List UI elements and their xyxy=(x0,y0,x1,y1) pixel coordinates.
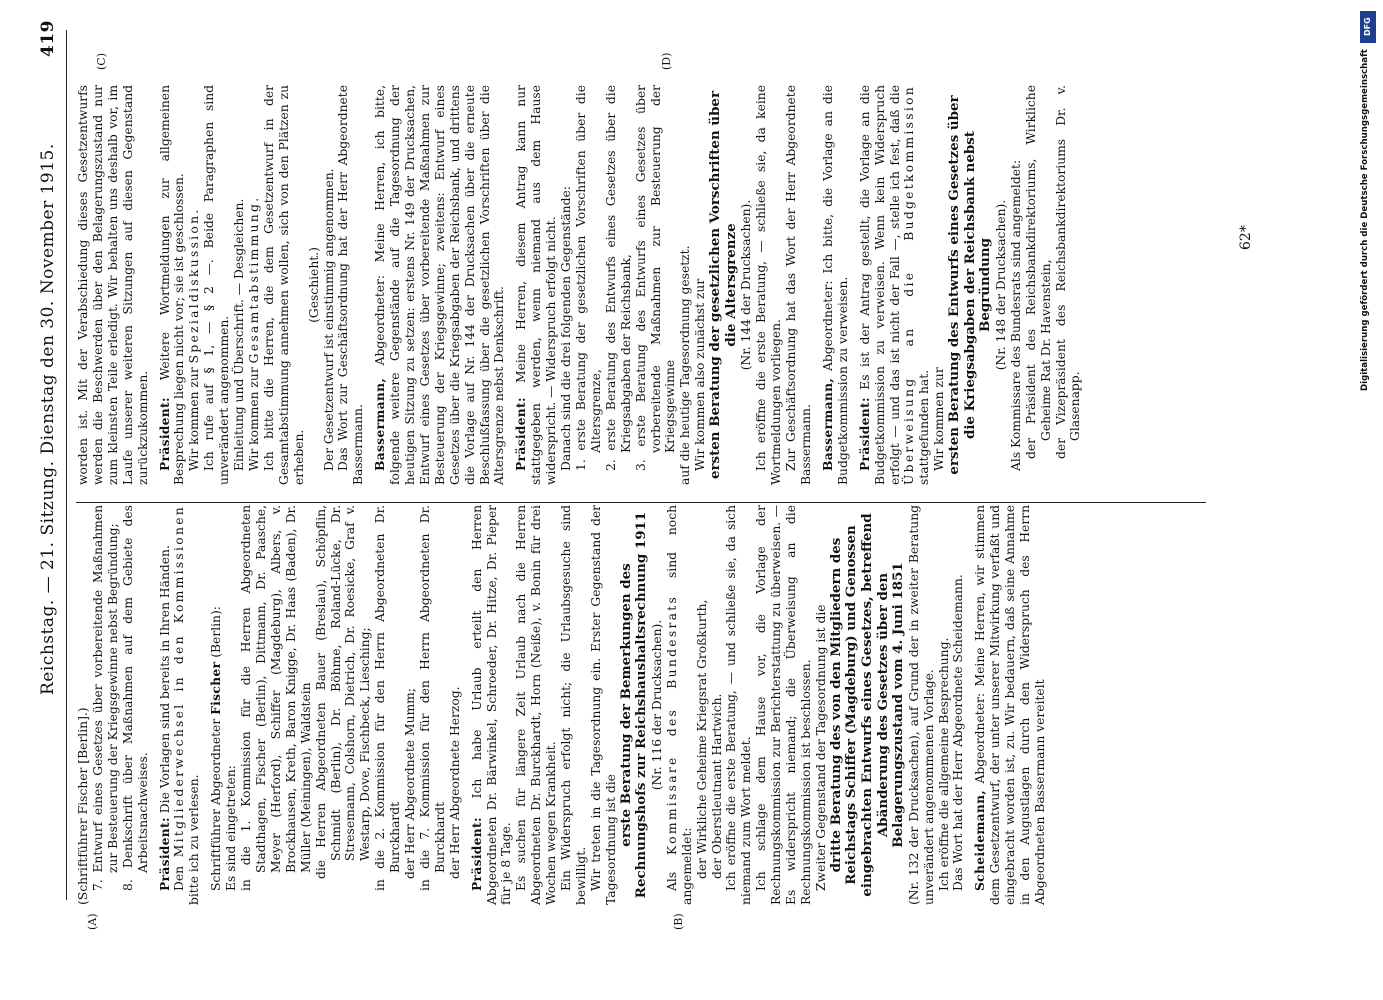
paragraph xyxy=(187,85,202,485)
agenda-heading: ersten Beratung des Entwurfs eines Gesetzes über die Kriegsabgaben der Reichsbank nebst Begründung xyxy=(946,95,994,475)
header-rule xyxy=(66,30,67,900)
agenda-item: 1. erste Beratung der gesetzlichen Vorschriften über die Altersgrenze, xyxy=(574,85,603,471)
text: Wir kommen zur xyxy=(246,363,261,471)
spaced-term: Mitgliederwechsel in den Kommissionen xyxy=(172,505,187,858)
margin-mark-b: (B) xyxy=(672,913,685,930)
text: bitte ich zu verlesen. xyxy=(187,774,202,905)
paragraph xyxy=(821,85,851,485)
spaced-term: Überweisung an die Budgetkommission xyxy=(902,85,917,485)
speech-text: Abgeordneter: Meine Herren, ich bitte, folgende weitere Gegenstände auf die Tagesordnung der heutigen Sitzung zu setzen: erstens Nr. 149 der Drucksachen, Entwurf eines Gesetzes über vorbereitende Maßnahmen zur Besteuerung der Kriegsgewinne; zweitens: Entwurf eines Gesetzes über die Kriegsabgaben der Reichsbank, und drittens die Vorlage auf Nr. 144 der Drucksachen über die erneute Beschlußfassung über die gesetzlichen Vorschriften über die Altersgrenze nebst Denkschrift. xyxy=(373,85,507,485)
speaker-name: Scheidemann, xyxy=(972,790,988,891)
paragraph: in die 7. Kommission für den Herrn Abgeordneten Dr. Burckhardt xyxy=(417,505,447,891)
column-divider xyxy=(76,502,1206,503)
running-header xyxy=(38,0,64,1000)
paragraph xyxy=(247,85,262,485)
paragraph: Danach sind die drei folgenden Gegenstände: xyxy=(559,186,574,471)
paragraph: Das Wort hat der Herr Abgeordnete Scheidemann. xyxy=(951,574,966,891)
paragraph: worden ist. Mit der Verabschiedung dieses Gesetzentwurfs werden die Beschwerden über den Belagerungszustand nur zum kleinsten Teile erledigt. Wir behalten uns deshalb vor, im Laufe unserer weiteren Sitzungen auf diesen Gegenstand zurückzukommen. xyxy=(76,85,150,485)
text: Als xyxy=(664,855,679,891)
paragraph: der Herr Abgeordnete Herzog. xyxy=(447,686,462,879)
paragraph: Zur Geschäftsordnung hat das Wort der Herr Abgeordnete Bassermann. xyxy=(784,85,813,485)
paragraph xyxy=(665,505,695,905)
paragraph: (Schriftführer Fischer [Berlin].) xyxy=(76,707,90,905)
agenda-item: 3. erste Beratung des Entwurfs eines Gesetzes über vorbereitende Maßnahmen zur Besteuerung der Kriegsgewinne xyxy=(633,85,678,471)
speech-text: stattgefunden hat. xyxy=(917,369,932,485)
paragraph: in die 1. Kommission für die Herren Abgeordneten Stadthagen, Fischer (Berlin), Dittmann, Dr. Paasche, Meyer (Herford), Schiffer (Magdeburg), Albers, v. Brockhausen, Kreth, Baron Knigge, Dr. Haas (Baden), Dr. Müller (Meiningen), Waldstein xyxy=(239,505,313,891)
agenda-heading: erste Beratung der Bemerkungen des Rechnungshofs zur Reichshaushaltsrechnung 1911 xyxy=(617,511,650,899)
paragraph xyxy=(158,85,188,485)
paragraph: der Herr Abgeordnete Mumm; xyxy=(403,688,418,879)
speaker-name: Bassermann, xyxy=(819,378,835,471)
spaced-term: Gesamtabstimmung. xyxy=(246,195,261,364)
paragraph: der Oberstleutnant Hartwich. xyxy=(709,693,724,879)
agenda-heading: dritte Beratung des von den Mitgliedern des Reichstags Schiffer (Magdeburg) und Genossen eingebrachten Entwurfs eines Gesetzes, betreffend Abänderung des Gesetzes über den Belagerungszustand vom 4. Juni 1851 xyxy=(827,513,907,897)
paragraph: Wir treten in die Tagesordnung ein. Erster Gegenstand der Tagesordnung ist die xyxy=(588,505,618,905)
paragraph xyxy=(470,505,515,905)
agenda-heading: ersten Beratung der gesetzlichen Vorschriften über die Altersgrenze xyxy=(707,90,739,480)
paragraph: der Vizepräsident des Reichsbankdirektoriums Dr. v. Glasenapp. xyxy=(1053,85,1083,459)
paragraph: Ein Widerspruch erfolgt nicht; die Urlaubsgesuche sind bewilligt. xyxy=(559,505,588,905)
paragraph: Als Kommissare des Bundesrats sind angemeldet: xyxy=(1008,159,1023,471)
paragraph: Ich eröffne die erste Beratung, — schließe sie, da keine Wortmeldungen vorliegen. xyxy=(754,85,784,485)
paragraph: Ich bitte die Herren, die dem Gesetzentwurf in der Gesamtabstimmung annehmen wollen, sich von den Plätzen zu erheben. xyxy=(261,85,306,485)
speaker-name: Präsident: xyxy=(468,817,484,891)
paragraph xyxy=(172,505,202,905)
paragraph: Ich eröffne die erste Beratung, — und schließe sie, da sich niemand zum Wort meldet. xyxy=(724,505,754,905)
paragraph: (Nr. 144 der Drucksachen). xyxy=(739,199,754,371)
paragraph: Ich rufe auf § 1, — § 2 —. Beide Paragraphen sind unverändert angenommen. xyxy=(202,85,232,485)
paragraph xyxy=(973,505,1048,905)
right-column xyxy=(76,85,1083,485)
text: Schriftführer Abgeordneter xyxy=(209,714,224,891)
paragraph: Der Gesetzentwurf ist einstimmig angenommen. xyxy=(321,168,336,471)
margin-mark-a: (A) xyxy=(86,913,99,930)
speech-text: Weitere Wortmeldungen zur allgemeinen Besprechung liegen nicht vor; sie ist geschlossen. xyxy=(157,85,187,485)
paragraph xyxy=(858,85,933,485)
speaker-name: Präsident: xyxy=(513,397,529,471)
dfg-logo: DFG xyxy=(1360,11,1376,43)
text: Den xyxy=(172,857,187,891)
paragraph: der Wirkliche Geheime Kriegsrat Großkurth, xyxy=(694,599,709,879)
paragraph: Es sind eingetreten: xyxy=(224,765,239,891)
agenda-item: 8. Denkschrift über Maßnahmen auf dem Gebiete des Arbeitsnachweises. xyxy=(120,505,150,891)
paragraph: Wir kommen zur xyxy=(932,367,947,471)
paragraph: Ich eröffne die allgemeine Besprechung. xyxy=(936,637,951,891)
paragraph: in die 2. Kommission für den Herrn Abgeordneten Dr. Burckhardt xyxy=(373,505,403,891)
spaced-term: Kommissare des Bundesrats xyxy=(664,594,679,855)
paragraph: Das Wort zur Geschäftsordnung hat der Herr Abgeordnete Bassermann. xyxy=(336,85,366,485)
paragraph: (Nr. 116 der Drucksachen). xyxy=(649,619,664,791)
speaker-name: Präsident: xyxy=(856,397,872,471)
paragraph: auf die heutige Tagesordnung gesetzt. xyxy=(678,245,693,485)
paragraph: Einleitung und Überschrift. — Desgleichen. xyxy=(232,198,247,471)
paragraph: (Geschieht.) xyxy=(306,247,321,323)
page-number: 419 xyxy=(38,20,58,57)
speaker-name: Fischer xyxy=(208,661,224,715)
margin-mark-d: (D) xyxy=(660,52,673,70)
dfg-credit-text: Digitalisierung gefördert durch die Deutsche Forschungsgemeinschaft xyxy=(1360,49,1370,391)
speech-text: Abgeordneter: Ich bitte, die Vorlage an die Budgetkommission zu verweisen. xyxy=(820,85,850,485)
speech-text: Abgeordneter: Meine Herren, wir stimmen dem Gesetzentwurf, der unter unserer Mitwirkung verfaßt und eingebracht worden ist, zu. Wir bedauern, daß seine Annahme in den Augustlagen durch den Widerspruch des Herrn Abgeordneten Bassermann vereitelt xyxy=(973,505,1047,905)
speaker-name: Bassermann, xyxy=(372,378,388,471)
speech-text: Meine Herren, diesem Antrag kann nur stattgegeben werden, wenn niemand aus dem Hause widerspricht. — Widerspruch erfolgt nicht. xyxy=(514,85,559,485)
spaced-term: Spezialdiskussion. xyxy=(187,207,202,364)
speech-text: Die Vorlagen sind bereits in Ihren Händen. xyxy=(157,545,172,818)
paragraph: Es suchen für längere Zeit Urlaub nach die Herren Abgeordneten Dr. Burckhardt, Horn (Neiße), v. Bonin für drei Wochen wegen Krankheit. xyxy=(514,505,559,905)
speaker-name: Präsident: xyxy=(156,817,172,891)
paragraph: (Nr. 148 der Drucksachen). xyxy=(993,199,1008,371)
dfg-sidebar xyxy=(1356,5,1380,695)
speaker-name: Präsident: xyxy=(156,397,172,471)
text: Wir kommen zur xyxy=(187,363,202,471)
paragraph xyxy=(514,85,559,485)
agenda-item: 2. erste Beratung des Entwurfs eines Gesetzes über die Kriegsabgaben der Reichsbank, xyxy=(603,85,633,471)
signature-mark: 62* xyxy=(1238,225,1254,250)
left-column xyxy=(76,505,1048,905)
agenda-item: 7. Entwurf eines Gesetzes über vorbereitende Maßnahmen zur Besteuerung der Kriegsgewinne nebst Begründung; xyxy=(90,505,120,891)
paragraph: Wir kommen also zunächst zur xyxy=(693,278,708,471)
text: (Berlin): xyxy=(209,606,224,662)
speech-text: Es ist der Antrag gestellt, die Vorlage an die Budgetkommission zu verweisen. Wenn kein Widerspruch erfolgt — und das ist nicht der Fall —, stelle ich fest, daß die xyxy=(857,85,902,485)
paragraph xyxy=(158,505,173,905)
paragraph: die Herren Abgeordneten Bauer (Breslau), Schöpflin, Schmidt (Berlin), Dr. Böhme, Roland-Lücke, Dr. Stresemann, Colshorn, Dietrich, Dr. Roesicke, Graf v. Westarp, Dove, Fischbeck, Liesching; xyxy=(313,505,373,879)
speech-text: Ich habe Urlaub erteilt den Herren Abgeordneten Dr. Bärwinkel, Schroeder, Dr. Hitze, Dr. Pieper für je 8 Tage. xyxy=(469,505,514,905)
paragraph: der Präsident des Reichsbankdirektoriums, Wirkliche Geheime Rat Dr. Havenstein, xyxy=(1023,85,1053,459)
margin-mark-c: (C) xyxy=(95,53,108,70)
paragraph xyxy=(373,85,507,485)
paragraph: (Nr. 132 der Drucksachen), auf Grund der in zweiter Beratung unverändert angenommenen Vorlage. xyxy=(906,505,936,905)
paragraph: Zweiter Gegenstand der Tagesordnung ist die xyxy=(813,604,828,891)
header-title: Reichstag. — 21. Sitzung. Dienstag den 30. November 1915. xyxy=(38,143,58,695)
paragraph xyxy=(209,505,224,905)
text: sind noch angemeldet: xyxy=(664,505,694,905)
paragraph: Ich schlage dem Hause vor, die Vorlage der Rechnungskommission zur Berichterstattung zu überweisen. — Es widerspricht niemand; die Überweisung an die Rechnungskommission ist beschlossen. xyxy=(754,505,813,905)
